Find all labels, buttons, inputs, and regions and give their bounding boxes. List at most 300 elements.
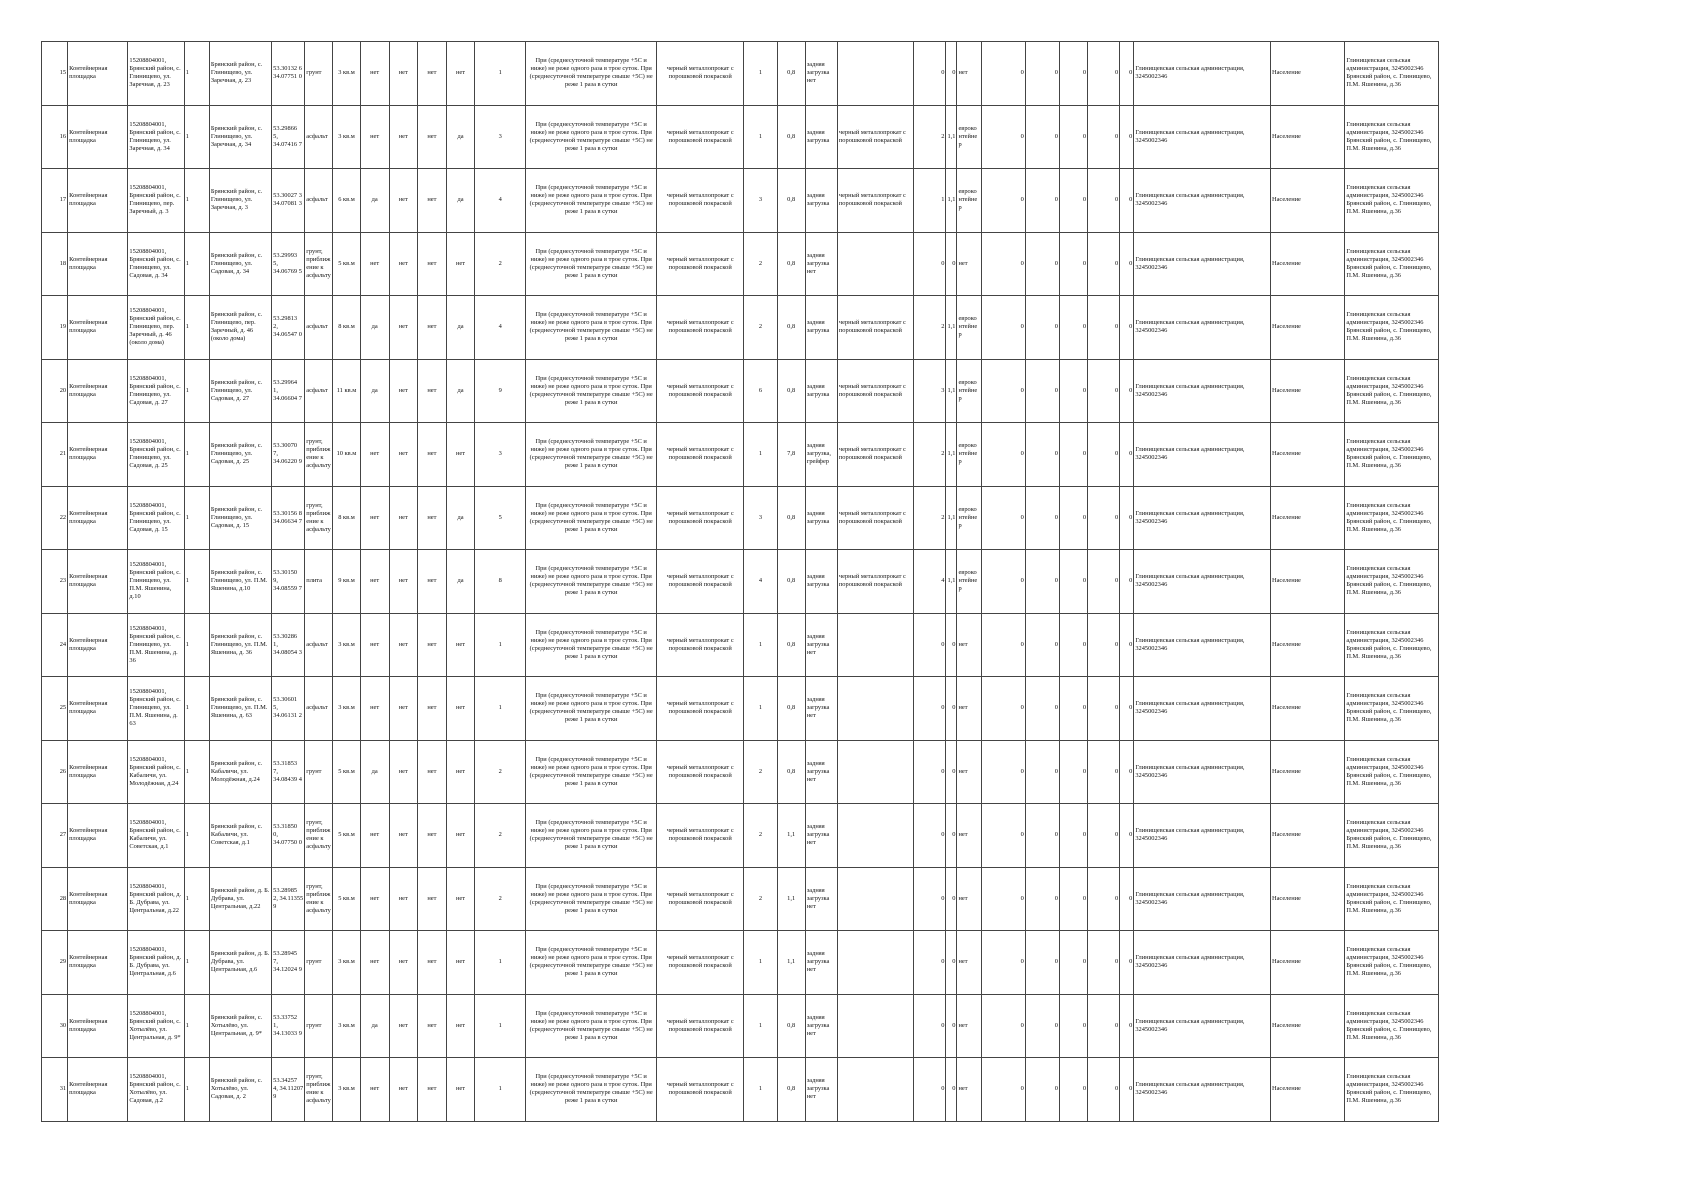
category-cell: Население — [1270, 232, 1344, 296]
collection-period-cell: При (среднесуточной температуре +5С и ниже) не реже одного раза в трое суток. При (среднесуточной температуре свыше +5С) не реже 1 раза в сутки — [526, 232, 657, 296]
bunker-material-cell — [837, 804, 913, 868]
zero-cell: 0 — [1088, 677, 1120, 741]
zero-cell: 0 — [1120, 804, 1134, 868]
container-volume-cell: 0,8 — [777, 740, 805, 804]
sign-cell: нет — [446, 867, 474, 931]
coordinates-cell: 53.30601 5, 34.06131 2 — [272, 677, 305, 741]
container-total-cell: 1 — [475, 994, 526, 1058]
quantity-cell: 1 — [184, 1058, 209, 1122]
roof-cell: нет — [389, 296, 417, 360]
area-cell: 3 кв.м — [333, 677, 360, 741]
zero-cell: 0 — [981, 232, 1025, 296]
zero-cell: 0 — [1025, 105, 1059, 169]
lighting-cell: нет — [417, 296, 446, 360]
container-volume-cell: 1,1 — [777, 931, 805, 995]
loading-type-cell — [805, 867, 837, 931]
container-count-cell: 1 — [744, 613, 777, 677]
bunker-material-cell — [837, 740, 913, 804]
bunker-volume-cell: 1,1 — [946, 105, 957, 169]
row-number: 30 — [42, 994, 68, 1058]
loading-type-cell — [805, 740, 837, 804]
row-number: 23 — [42, 550, 68, 614]
loading-type: задняя загрузка — [806, 823, 830, 839]
owner-cell: Глинищевская сельская администрация, 3245002346 Брянский район, с. Глинищево, П.М. Яшенина, д.36 — [1345, 804, 1439, 868]
table-row — [42, 931, 1439, 995]
sign-cell: нет — [446, 423, 474, 487]
bunker-type-cell: нет — [957, 677, 981, 741]
zero-cell: 0 — [981, 804, 1025, 868]
zero-cell: 0 — [1025, 486, 1059, 550]
coordinates-cell: 53.30027 3 34.07081 3 — [272, 169, 305, 233]
quantity-cell: 1 — [184, 105, 209, 169]
table-row — [42, 296, 1439, 360]
organization-cell: Глинищевская сельская администрация, 3245002346 — [1134, 931, 1271, 995]
zero-cell: 0 — [1088, 359, 1120, 423]
bunker-material-cell: черный металлопрокат с порошковой покраской — [837, 296, 913, 360]
roof-cell: нет — [389, 931, 417, 995]
address-cell: Брянский район, с. Глинищево, ул. П.М. Яшенина, д. 63 — [209, 677, 271, 741]
table-row — [42, 169, 1439, 233]
quantity-cell: 1 — [184, 804, 209, 868]
category-cell: Население — [1270, 804, 1344, 868]
bunker-count-cell: 0 — [914, 867, 946, 931]
bunker-count-cell: 2 — [914, 423, 946, 487]
surface-cell: грунт — [305, 42, 333, 106]
quantity-cell: 1 — [184, 677, 209, 741]
fence-cell: нет — [360, 804, 389, 868]
organization-cell: Глинищевская сельская администрация, 3245002346 — [1134, 296, 1271, 360]
roof-cell: нет — [389, 867, 417, 931]
oktmo-cell: 15208804001, Брянский район, с. Кабаличи, ул. Советская, д.1 — [128, 804, 184, 868]
sign-cell: нет — [446, 804, 474, 868]
surface-cell: грунт — [305, 740, 333, 804]
container-total-cell: 1 — [475, 677, 526, 741]
owner-cell: Глинищевская сельская администрация, 3245002346 Брянский район, с. Глинищево, П.М. Яшенина, д.36 — [1345, 613, 1439, 677]
bunker-volume-cell: 1,1 — [946, 359, 957, 423]
container-material-cell: черный металлопрокат с порошковой покраской — [657, 677, 744, 741]
category-cell: Население — [1270, 740, 1344, 804]
surface-cell: асфальт — [305, 677, 333, 741]
zero-cell: 0 — [1120, 169, 1134, 233]
oktmo-cell: 15208804001, Брянский район, с. Кабаличи, ул. Молодёжная, д.24 — [128, 740, 184, 804]
zero-cell: 0 — [1120, 740, 1134, 804]
zero-cell: 0 — [981, 867, 1025, 931]
zero-cell: 0 — [1120, 994, 1134, 1058]
loading-type-cell — [805, 296, 837, 360]
surface-cell: асфальт — [305, 613, 333, 677]
loading-type-cell — [805, 423, 837, 487]
category-cell: Население — [1270, 105, 1344, 169]
zero-cell: 0 — [1120, 867, 1134, 931]
bunker-material-cell — [837, 232, 913, 296]
category-cell: Население — [1270, 169, 1344, 233]
container-volume-cell: 0,8 — [777, 42, 805, 106]
container-volume-cell: 0,8 — [777, 296, 805, 360]
table-row — [42, 105, 1439, 169]
coordinates-cell: 53.34257 4, 34.11207 9 — [272, 1058, 305, 1122]
category-cell: Население — [1270, 550, 1344, 614]
surface-cell: грунт, приближение к асфальту — [305, 486, 333, 550]
collection-period-cell: При (среднесуточной температуре +5С и ниже) не реже одного раза в трое суток. При (среднесуточной температуре свыше +5С) не реже 1 раза в сутки — [526, 169, 657, 233]
owner-cell: Глинищевская сельская администрация, 3245002346 Брянский район, с. Глинищево, П.М. Яшенина, д.36 — [1345, 105, 1439, 169]
zero-cell: 0 — [1059, 740, 1087, 804]
container-volume-cell: 0,8 — [777, 550, 805, 614]
address-cell: Брянский район, с. Хотылёво, ул. Центральная, д. 9* — [209, 994, 271, 1058]
address-cell: Брянский район, с. Глинищево, ул. Заречная, д. 3 — [209, 169, 271, 233]
site-type-cell: Контейнерная площадка — [68, 296, 128, 360]
zero-cell: 0 — [1088, 867, 1120, 931]
lighting-cell: нет — [417, 804, 446, 868]
oktmo-cell: 15208804001, Брянский район, с. Глинищево, ул. Садовая, д. 25 — [128, 423, 184, 487]
bunker-material-cell — [837, 867, 913, 931]
loading-extra: нет — [806, 267, 816, 275]
loading-type-cell — [805, 804, 837, 868]
container-total-cell: 8 — [475, 550, 526, 614]
zero-cell: 0 — [1059, 296, 1087, 360]
area-cell: 3 кв.м — [333, 994, 360, 1058]
sign-cell: да — [446, 296, 474, 360]
sign-cell: нет — [446, 42, 474, 106]
loading-type-cell — [805, 42, 837, 106]
container-material-cell: черный металлопрокат с порошковой покраской — [657, 42, 744, 106]
category-cell: Население — [1270, 613, 1344, 677]
zero-cell: 0 — [981, 613, 1025, 677]
zero-cell: 0 — [1025, 359, 1059, 423]
container-total-cell: 1 — [475, 613, 526, 677]
bunker-type-cell: евроконтейнер — [957, 486, 981, 550]
container-material-cell: черный металлопрокат с порошковой покраской — [657, 740, 744, 804]
zero-cell: 0 — [1120, 232, 1134, 296]
zero-cell: 0 — [1120, 677, 1134, 741]
loading-type: задняя загрузка — [806, 573, 830, 589]
zero-cell: 0 — [1088, 1058, 1120, 1122]
category-cell: Население — [1270, 486, 1344, 550]
bunker-type-cell: евроконтейнер — [957, 423, 981, 487]
loading-extra: нет — [806, 966, 816, 974]
bunker-material-cell — [837, 994, 913, 1058]
surface-cell: грунт — [305, 931, 333, 995]
site-type-cell: Контейнерная площадка — [68, 42, 128, 106]
bunker-type-cell: евроконтейнер — [957, 550, 981, 614]
zero-cell: 0 — [1025, 613, 1059, 677]
zero-cell: 0 — [1025, 550, 1059, 614]
organization-cell: Глинищевская сельская администрация, 3245002346 — [1134, 42, 1271, 106]
fence-cell: да — [360, 359, 389, 423]
loading-extra: нет — [806, 902, 816, 910]
organization-cell: Глинищевская сельская администрация, 3245002346 — [1134, 804, 1271, 868]
table-row — [42, 42, 1439, 106]
zero-cell: 0 — [1088, 804, 1120, 868]
address-cell: Брянский район, с. Глинищево, ул. П.М. Яшенина, д. 36 — [209, 613, 271, 677]
container-volume-cell: 0,8 — [777, 232, 805, 296]
container-total-cell: 4 — [475, 169, 526, 233]
container-count-cell: 2 — [744, 740, 777, 804]
coordinates-cell: 53.29964 1, 34.06604 7 — [272, 359, 305, 423]
owner-cell: Глинищевская сельская администрация, 3245002346 Брянский район, с. Глинищево, П.М. Яшенина, д.36 — [1345, 931, 1439, 995]
zero-cell: 0 — [1088, 232, 1120, 296]
surface-cell: асфальт — [305, 359, 333, 423]
zero-cell: 0 — [1025, 296, 1059, 360]
category-cell: Население — [1270, 1058, 1344, 1122]
zero-cell: 0 — [1059, 994, 1087, 1058]
zero-cell: 0 — [1059, 169, 1087, 233]
organization-cell: Глинищевская сельская администрация, 3245002346 — [1134, 105, 1271, 169]
container-count-cell: 1 — [744, 994, 777, 1058]
organization-cell: Глинищевская сельская администрация, 3245002346 — [1134, 359, 1271, 423]
bunker-volume-cell: 0 — [946, 931, 957, 995]
zero-cell: 0 — [1088, 169, 1120, 233]
category-cell: Население — [1270, 296, 1344, 360]
address-cell: Брянский район, с. Глинищево, ул. П.М. Яшенина, д.10 — [209, 550, 271, 614]
bunker-volume-cell: 1,1 — [946, 550, 957, 614]
category-cell: Население — [1270, 359, 1344, 423]
container-material-cell: черный металлопрокат с порошковой покраской — [657, 486, 744, 550]
container-material-cell: черный металлопрокат с порошковой покраской — [657, 804, 744, 868]
category-cell: Население — [1270, 677, 1344, 741]
zero-cell: 0 — [1059, 486, 1087, 550]
bunker-type-cell: нет — [957, 613, 981, 677]
roof-cell: нет — [389, 42, 417, 106]
lighting-cell: нет — [417, 423, 446, 487]
area-cell: 5 кв.м — [333, 804, 360, 868]
oktmo-cell: 15208804001, Брянский район, с. Глинищево, ул. Садовая, д. 27 — [128, 359, 184, 423]
container-total-cell: 2 — [475, 740, 526, 804]
category-cell: Население — [1270, 931, 1344, 995]
loading-type-cell — [805, 359, 837, 423]
surface-cell: плита — [305, 550, 333, 614]
owner-cell: Глинищевская сельская администрация, 3245002346 Брянский район, с. Глинищево, П.М. Яшенина, д.36 — [1345, 486, 1439, 550]
table-row — [42, 994, 1439, 1058]
loading-extra: нет — [806, 648, 816, 656]
zero-cell: 0 — [981, 296, 1025, 360]
owner-cell: Глинищевская сельская администрация, 3245002346 Брянский район, с. Глинищево, П.М. Яшенина, д.36 — [1345, 423, 1439, 487]
loading-type: задняя загрузка — [806, 950, 830, 966]
collection-period-cell: При (среднесуточной температуре +5С и ниже) не реже одного раза в трое суток. При (среднесуточной температуре свыше +5С) не реже 1 раза в сутки — [526, 613, 657, 677]
area-cell: 8 кв.м — [333, 296, 360, 360]
quantity-cell: 1 — [184, 232, 209, 296]
fence-cell: нет — [360, 232, 389, 296]
container-count-cell: 1 — [744, 677, 777, 741]
row-number: 26 — [42, 740, 68, 804]
lighting-cell: нет — [417, 1058, 446, 1122]
area-cell: 3 кв.м — [333, 105, 360, 169]
coordinates-cell: 53.30156 8 34.06634 7 — [272, 486, 305, 550]
area-cell: 8 кв.м — [333, 486, 360, 550]
site-type-cell: Контейнерная площадка — [68, 994, 128, 1058]
row-number: 22 — [42, 486, 68, 550]
container-material-cell: черный металлопрокат с порошковой покраской — [657, 994, 744, 1058]
lighting-cell: нет — [417, 867, 446, 931]
oktmo-cell: 15208804001, Брянский район, д. Б. Дубрава, ул. Центральная, д.22 — [128, 867, 184, 931]
bunker-type-cell: евроконтейнер — [957, 169, 981, 233]
zero-cell: 0 — [1059, 550, 1087, 614]
zero-cell: 0 — [1120, 105, 1134, 169]
container-material-cell: черный металлопрокат с порошковой покраской — [657, 169, 744, 233]
registry-table — [41, 41, 1439, 1122]
table-row — [42, 359, 1439, 423]
address-cell: Брянский район, с. Хотылёво, ул. Садовая, д. 2 — [209, 1058, 271, 1122]
container-count-cell: 2 — [744, 867, 777, 931]
collection-period-cell: При (среднесуточной температуре +5С и ниже) не реже одного раза в трое суток. При (среднесуточной температуре свыше +5С) не реже 1 раза в сутки — [526, 423, 657, 487]
owner-cell: Глинищевская сельская администрация, 3245002346 Брянский район, с. Глинищево, П.М. Яшенина, д.36 — [1345, 42, 1439, 106]
bunker-count-cell: 0 — [914, 994, 946, 1058]
zero-cell: 0 — [1120, 613, 1134, 677]
container-total-cell: 3 — [475, 423, 526, 487]
quantity-cell: 1 — [184, 42, 209, 106]
lighting-cell: нет — [417, 740, 446, 804]
quantity-cell: 1 — [184, 613, 209, 677]
table-row — [42, 1058, 1439, 1122]
collection-period-cell: При (среднесуточной температуре +5С и ниже) не реже одного раза в трое суток. При (среднесуточной температуре свыше +5С) не реже 1 раза в сутки — [526, 931, 657, 995]
lighting-cell: нет — [417, 169, 446, 233]
zero-cell: 0 — [1059, 105, 1087, 169]
bunker-count-cell: 0 — [914, 1058, 946, 1122]
zero-cell: 0 — [981, 486, 1025, 550]
container-total-cell: 2 — [475, 867, 526, 931]
zero-cell: 0 — [1059, 677, 1087, 741]
oktmo-cell: 15208804001, Брянский район, с. Хотылёво, ул. Центральная, д. 9* — [128, 994, 184, 1058]
zero-cell: 0 — [981, 931, 1025, 995]
address-cell: Брянский район, с. Глинищево, ул. Садовая, д. 34 — [209, 232, 271, 296]
row-number: 20 — [42, 359, 68, 423]
fence-cell: нет — [360, 867, 389, 931]
bunker-type-cell: нет — [957, 804, 981, 868]
lighting-cell: нет — [417, 42, 446, 106]
bunker-type-cell: нет — [957, 42, 981, 106]
loading-type: задняя загрузка, грейфер — [806, 442, 831, 466]
site-type-cell: Контейнерная площадка — [68, 740, 128, 804]
bunker-count-cell: 0 — [914, 677, 946, 741]
roof-cell: нет — [389, 105, 417, 169]
container-total-cell: 3 — [475, 105, 526, 169]
bunker-volume-cell: 0 — [946, 613, 957, 677]
row-number: 16 — [42, 105, 68, 169]
zero-cell: 0 — [1120, 486, 1134, 550]
container-material-cell: черный металлопрокат с порошковой покраской — [657, 423, 744, 487]
oktmo-cell: 15208804001, Брянский район, с. Глинищево, ул. П.М. Яшенина, д. 63 — [128, 677, 184, 741]
container-count-cell: 2 — [744, 804, 777, 868]
zero-cell: 0 — [1025, 232, 1059, 296]
zero-cell: 0 — [1120, 423, 1134, 487]
area-cell: 5 кв.м — [333, 740, 360, 804]
zero-cell: 0 — [1025, 994, 1059, 1058]
sign-cell: да — [446, 169, 474, 233]
zero-cell: 0 — [981, 550, 1025, 614]
site-type-cell: Контейнерная площадка — [68, 677, 128, 741]
owner-cell: Глинищевская сельская администрация, 3245002346 Брянский район, с. Глинищево, П.М. Яшенина, д.36 — [1345, 867, 1439, 931]
container-count-cell: 3 — [744, 486, 777, 550]
address-cell: Брянский район, с. Глинищево, пер. Заречный, д. 46 (около дома) — [209, 296, 271, 360]
bunker-count-cell: 1 — [914, 169, 946, 233]
loading-type-cell — [805, 994, 837, 1058]
site-type-cell: Контейнерная площадка — [68, 550, 128, 614]
bunker-count-cell: 0 — [914, 804, 946, 868]
row-number: 19 — [42, 296, 68, 360]
container-material-cell: черный металлопрокат с порошковой покраской — [657, 613, 744, 677]
row-number: 17 — [42, 169, 68, 233]
loading-type: задняя загрузка — [806, 696, 830, 712]
zero-cell: 0 — [981, 1058, 1025, 1122]
container-volume-cell: 0,8 — [777, 994, 805, 1058]
address-cell: Брянский район, с. Глинищево, ул. Садовая, д. 27 — [209, 359, 271, 423]
zero-cell: 0 — [1059, 232, 1087, 296]
bunker-material-cell — [837, 42, 913, 106]
container-count-cell: 4 — [744, 550, 777, 614]
table-row — [42, 804, 1439, 868]
coordinates-cell: 53.33752 1, 34.13033 9 — [272, 994, 305, 1058]
container-material-cell: черный металлопрокат с порошковой покраской — [657, 296, 744, 360]
roof-cell: нет — [389, 804, 417, 868]
sign-cell: да — [446, 550, 474, 614]
container-count-cell: 1 — [744, 42, 777, 106]
sign-cell: нет — [446, 740, 474, 804]
coordinates-cell: 53.31853 7, 34.08439 4 — [272, 740, 305, 804]
fence-cell: да — [360, 740, 389, 804]
lighting-cell: нет — [417, 232, 446, 296]
organization-cell: Глинищевская сельская администрация, 3245002346 — [1134, 740, 1271, 804]
container-material-cell: черный металлопрокат с порошковой покраской — [657, 867, 744, 931]
zero-cell: 0 — [1059, 867, 1087, 931]
zero-cell: 0 — [1059, 423, 1087, 487]
loading-extra: нет — [806, 1093, 816, 1101]
bunker-volume-cell: 1,1 — [946, 423, 957, 487]
loading-extra: нет — [806, 712, 816, 720]
container-total-cell: 9 — [475, 359, 526, 423]
bunker-type-cell: нет — [957, 232, 981, 296]
coordinates-cell: 53.28985 2, 34.11355 9 — [272, 867, 305, 931]
zero-cell: 0 — [1025, 867, 1059, 931]
bunker-type-cell: нет — [957, 1058, 981, 1122]
oktmo-cell: 15208804001, Брянский район, с. Глинищево, ул. Заречная, д. 34 — [128, 105, 184, 169]
owner-cell: Глинищевская сельская администрация, 3245002346 Брянский район, с. Глинищево, П.М. Яшенина, д.36 — [1345, 1058, 1439, 1122]
container-total-cell: 5 — [475, 486, 526, 550]
collection-period-cell: При (среднесуточной температуре +5С и ниже) не реже одного раза в трое суток. При (среднесуточной температуре свыше +5С) не реже 1 раза в сутки — [526, 550, 657, 614]
fence-cell: нет — [360, 550, 389, 614]
sign-cell: да — [446, 486, 474, 550]
loading-type-cell — [805, 931, 837, 995]
container-count-cell: 2 — [744, 232, 777, 296]
surface-cell: грунт, приближение к асфальту — [305, 867, 333, 931]
site-type-cell: Контейнерная площадка — [68, 423, 128, 487]
oktmo-cell: 15208804001, Брянский район, с. Хотылёво, ул. Садовая, д.2 — [128, 1058, 184, 1122]
address-cell: Брянский район, с. Кабаличи, ул. Советская, д.1 — [209, 804, 271, 868]
container-volume-cell: 1,1 — [777, 804, 805, 868]
zero-cell: 0 — [1088, 994, 1120, 1058]
container-volume-cell: 7,8 — [777, 423, 805, 487]
container-total-cell: 2 — [475, 232, 526, 296]
bunker-count-cell: 3 — [914, 359, 946, 423]
fence-cell: нет — [360, 486, 389, 550]
bunker-material-cell — [837, 613, 913, 677]
table-row — [42, 232, 1439, 296]
row-number: 18 — [42, 232, 68, 296]
container-count-cell: 3 — [744, 169, 777, 233]
quantity-cell: 1 — [184, 423, 209, 487]
container-volume-cell: 0,8 — [777, 486, 805, 550]
zero-cell: 0 — [1120, 42, 1134, 106]
container-count-cell: 1 — [744, 931, 777, 995]
collection-period-cell: При (среднесуточной температуре +5С и ниже) не реже одного раза в трое суток. При (среднесуточной температуре свыше +5С) не реже 1 раза в сутки — [526, 296, 657, 360]
bunker-type-cell: нет — [957, 740, 981, 804]
organization-cell: Глинищевская сельская администрация, 3245002346 — [1134, 867, 1271, 931]
oktmo-cell: 15208804001, Брянский район, с. Глинищево, пер. Заречный, д. 46 (около дома) — [128, 296, 184, 360]
loading-type: задняя загрузка — [806, 509, 830, 525]
address-cell: Брянский район, с. Кабаличи, ул. Молодёжная, д.24 — [209, 740, 271, 804]
fence-cell: да — [360, 296, 389, 360]
organization-cell: Глинищевская сельская администрация, 3245002346 — [1134, 613, 1271, 677]
zero-cell: 0 — [981, 677, 1025, 741]
site-type-cell: Контейнерная площадка — [68, 486, 128, 550]
